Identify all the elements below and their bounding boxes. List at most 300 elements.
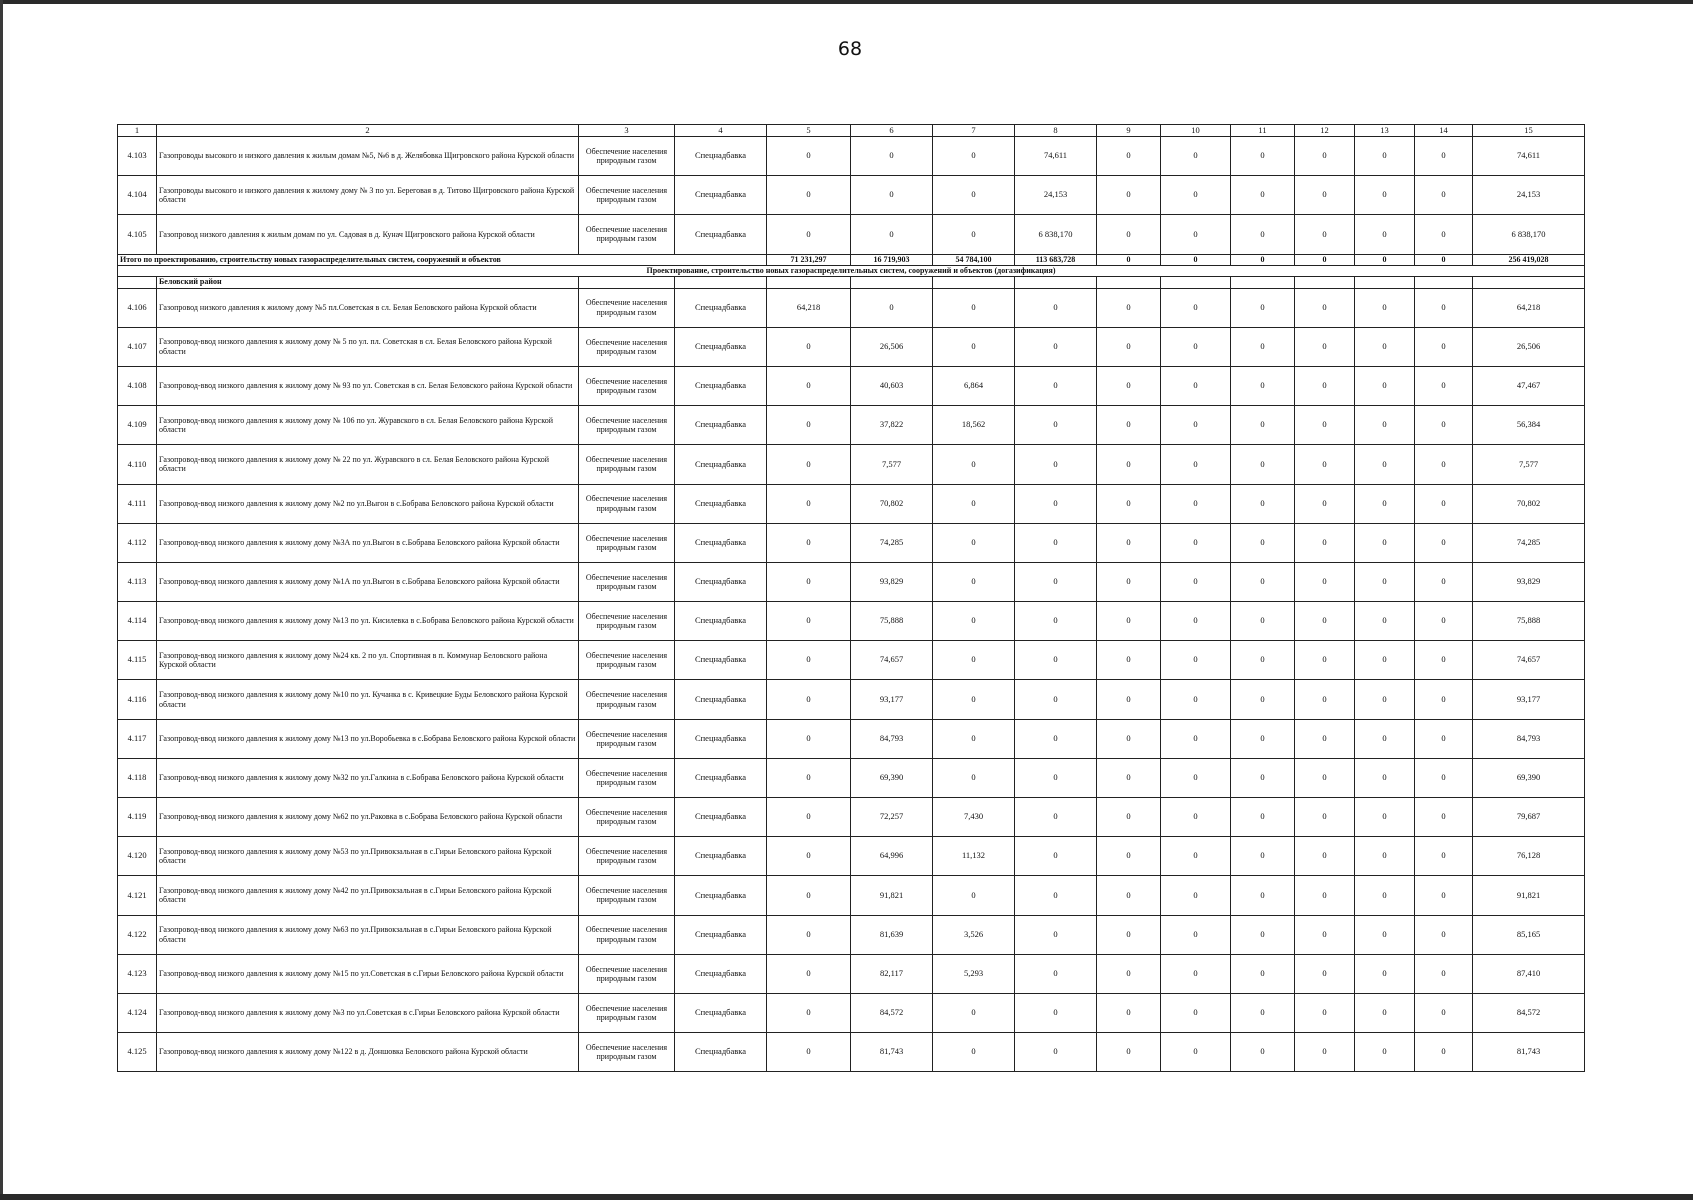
value-cell-7: 0: [933, 641, 1015, 680]
column-number-cell: 11: [1231, 125, 1295, 137]
district-row-spacer: [1015, 276, 1097, 288]
value-cell-8: 0: [1015, 993, 1097, 1032]
value-cell-12: 0: [1295, 954, 1355, 993]
value-cell-11: 0: [1231, 445, 1295, 484]
purpose-cell: Обеспечение населения природным газом: [579, 215, 675, 254]
value-cell-7: 3,526: [933, 915, 1015, 954]
value-cell-14: 0: [1415, 288, 1473, 327]
object-name-cell: Газопровод-ввод низкого давления к жилому дому №13 по ул. Кисилевка в с.Бобрава Беловского района Курской области: [157, 602, 579, 641]
value-cell-14: 0: [1415, 641, 1473, 680]
value-cell-14: 0: [1415, 798, 1473, 837]
total-value-cell: 47,467: [1473, 366, 1585, 405]
total-value-cell: 93,177: [1473, 680, 1585, 719]
total-value-cell: 6 838,170: [1473, 215, 1585, 254]
value-cell-10: 0: [1161, 758, 1231, 797]
purpose-cell: Обеспечение населения природным газом: [579, 137, 675, 176]
value-cell-12: 0: [1295, 445, 1355, 484]
value-cell-14: 0: [1415, 954, 1473, 993]
value-cell-8: 0: [1015, 758, 1097, 797]
value-cell-10: 0: [1161, 602, 1231, 641]
value-cell-6: 0: [851, 176, 933, 215]
value-cell-5: 0: [767, 137, 851, 176]
row-number-cell: 4.110: [118, 445, 157, 484]
row-number-cell: 4.120: [118, 837, 157, 876]
value-cell-13: 0: [1355, 993, 1415, 1032]
value-cell-13: 0: [1355, 445, 1415, 484]
purpose-cell: Обеспечение населения природным газом: [579, 484, 675, 523]
scan-edge-top: [0, 0, 1693, 4]
total-value-cell: 70,802: [1473, 484, 1585, 523]
value-cell-7: 7,430: [933, 798, 1015, 837]
row-number-cell: 4.115: [118, 641, 157, 680]
value-cell-5: 0: [767, 1033, 851, 1072]
object-name-cell: Газопровод-ввод низкого давления к жилому дому № 93 по ул. Советская в сл. Белая Беловского района Курской области: [157, 366, 579, 405]
value-cell-5: 0: [767, 798, 851, 837]
table-row: [118, 327, 1585, 366]
value-cell-12: 0: [1295, 327, 1355, 366]
object-name-cell: Газопровод-ввод низкого давления к жилому дому №53 по ул.Привокзальная в с.Гирьи Беловского района Курской области: [157, 837, 579, 876]
value-cell-14: 0: [1415, 366, 1473, 405]
value-cell-7: 0: [933, 1033, 1015, 1072]
value-cell-12: 0: [1295, 993, 1355, 1032]
value-cell-10: 0: [1161, 954, 1231, 993]
value-cell-9: 0: [1097, 876, 1161, 915]
value-cell-9: 0: [1097, 602, 1161, 641]
value-cell-11: 0: [1231, 366, 1295, 405]
value-cell-7: 0: [933, 215, 1015, 254]
total-value-cell: 24,153: [1473, 176, 1585, 215]
value-cell-5: 0: [767, 602, 851, 641]
purpose-cell: Обеспечение населения природным газом: [579, 719, 675, 758]
value-cell-6: 74,285: [851, 523, 933, 562]
table-row: [118, 680, 1585, 719]
value-cell-6: 84,572: [851, 993, 933, 1032]
district-row-spacer: [118, 276, 157, 288]
value-cell-12: 0: [1295, 719, 1355, 758]
object-name-cell: Газопровод-ввод низкого давления к жилому дому №2 по ул.Выгон в с.Бобрава Беловского района Курской области: [157, 484, 579, 523]
value-cell-8: 0: [1015, 288, 1097, 327]
value-cell-13: 0: [1355, 215, 1415, 254]
district-title: Беловский район: [157, 276, 579, 288]
value-cell-5: 0: [767, 954, 851, 993]
value-cell-14: 0: [1415, 562, 1473, 601]
table-row: [118, 993, 1585, 1032]
value-cell-13: 0: [1355, 876, 1415, 915]
funding-source-cell: Спецнадбавка: [675, 215, 767, 254]
row-number-cell: 4.122: [118, 915, 157, 954]
funding-source-cell: Спецнадбавка: [675, 366, 767, 405]
total-value-cell: 7,577: [1473, 445, 1585, 484]
value-cell-13: 0: [1355, 641, 1415, 680]
value-cell-6: 7,577: [851, 445, 933, 484]
total-cell-15: 256 419,028: [1473, 254, 1585, 265]
value-cell-7: 0: [933, 288, 1015, 327]
value-cell-5: 0: [767, 758, 851, 797]
total-cell-7: 54 784,100: [933, 254, 1015, 265]
value-cell-12: 0: [1295, 406, 1355, 445]
column-number-cell: 3: [579, 125, 675, 137]
value-cell-9: 0: [1097, 680, 1161, 719]
district-row-spacer: [1415, 276, 1473, 288]
row-number-cell: 4.125: [118, 1033, 157, 1072]
value-cell-7: 0: [933, 445, 1015, 484]
total-value-cell: 26,506: [1473, 327, 1585, 366]
value-cell-14: 0: [1415, 1033, 1473, 1072]
column-number-cell: 9: [1097, 125, 1161, 137]
value-cell-12: 0: [1295, 176, 1355, 215]
object-name-cell: Газопровод-ввод низкого давления к жилому дому №42 по ул.Привокзальная в с.Гирьи Беловского района Курской области: [157, 876, 579, 915]
column-number-cell: 8: [1015, 125, 1097, 137]
funding-source-cell: Спецнадбавка: [675, 562, 767, 601]
object-name-cell: Газопровод-ввод низкого давления к жилому дому №32 по ул.Галкина в с.Бобрава Беловского района Курской области: [157, 758, 579, 797]
value-cell-9: 0: [1097, 1033, 1161, 1072]
value-cell-11: 0: [1231, 484, 1295, 523]
value-cell-13: 0: [1355, 406, 1415, 445]
value-cell-11: 0: [1231, 837, 1295, 876]
gasification-table-wrapper: [117, 124, 1584, 1072]
purpose-cell: Обеспечение населения природным газом: [579, 641, 675, 680]
object-name-cell: Газопровод-ввод низкого давления к жилому дому №10 по ул. Кучанка в с. Кривецкие Буды Беловского района Курской области: [157, 680, 579, 719]
table-row: [118, 641, 1585, 680]
value-cell-5: 0: [767, 837, 851, 876]
district-row-spacer: [933, 276, 1015, 288]
funding-source-cell: Спецнадбавка: [675, 445, 767, 484]
purpose-cell: Обеспечение населения природным газом: [579, 366, 675, 405]
value-cell-7: 5,293: [933, 954, 1015, 993]
column-number-cell: 6: [851, 125, 933, 137]
district-row-spacer: [1161, 276, 1231, 288]
value-cell-9: 0: [1097, 288, 1161, 327]
value-cell-10: 0: [1161, 366, 1231, 405]
value-cell-12: 0: [1295, 798, 1355, 837]
funding-source-cell: Спецнадбавка: [675, 680, 767, 719]
value-cell-8: 24,153: [1015, 176, 1097, 215]
object-name-cell: Газопровод-ввод низкого давления к жилому дому №1А по ул.Выгон в с.Бобрава Беловского района Курской области: [157, 562, 579, 601]
value-cell-8: 0: [1015, 798, 1097, 837]
value-cell-14: 0: [1415, 137, 1473, 176]
value-cell-13: 0: [1355, 288, 1415, 327]
value-cell-11: 0: [1231, 327, 1295, 366]
row-number-cell: 4.103: [118, 137, 157, 176]
value-cell-14: 0: [1415, 327, 1473, 366]
value-cell-8: 0: [1015, 523, 1097, 562]
funding-source-cell: Спецнадбавка: [675, 876, 767, 915]
value-cell-11: 0: [1231, 523, 1295, 562]
value-cell-11: 0: [1231, 798, 1295, 837]
value-cell-12: 0: [1295, 288, 1355, 327]
value-cell-10: 0: [1161, 406, 1231, 445]
value-cell-13: 0: [1355, 366, 1415, 405]
value-cell-11: 0: [1231, 719, 1295, 758]
value-cell-14: 0: [1415, 680, 1473, 719]
value-cell-13: 0: [1355, 680, 1415, 719]
value-cell-8: 0: [1015, 1033, 1097, 1072]
value-cell-10: 0: [1161, 719, 1231, 758]
column-number-cell: 12: [1295, 125, 1355, 137]
value-cell-5: 0: [767, 445, 851, 484]
object-name-cell: Газопроводы высокого и низкого давления к жилому дому № 3 по ул. Береговая в д. Титово Щигровского района Курской области: [157, 176, 579, 215]
value-cell-7: 0: [933, 758, 1015, 797]
row-number-cell: 4.119: [118, 798, 157, 837]
district-row-spacer: [1295, 276, 1355, 288]
funding-source-cell: Спецнадбавка: [675, 641, 767, 680]
value-cell-14: 0: [1415, 993, 1473, 1032]
funding-source-cell: Спецнадбавка: [675, 523, 767, 562]
scan-edge-left: [0, 0, 3, 1200]
row-number-cell: 4.112: [118, 523, 157, 562]
purpose-cell: Обеспечение населения природным газом: [579, 954, 675, 993]
value-cell-11: 0: [1231, 954, 1295, 993]
object-name-cell: Газопровод низкого давления к жилому дому №5 пл.Советская в сл. Белая Беловского района Курской области: [157, 288, 579, 327]
purpose-cell: Обеспечение населения природным газом: [579, 876, 675, 915]
column-number-cell: 10: [1161, 125, 1231, 137]
object-name-cell: Газопровод-ввод низкого давления к жилому дому №15 по ул.Советская в с.Гирьи Беловского района Курской области: [157, 954, 579, 993]
value-cell-10: 0: [1161, 137, 1231, 176]
table-row: [118, 406, 1585, 445]
total-value-cell: 87,410: [1473, 954, 1585, 993]
value-cell-5: 0: [767, 327, 851, 366]
value-cell-5: 64,218: [767, 288, 851, 327]
funding-source-cell: Спецнадбавка: [675, 1033, 767, 1072]
value-cell-11: 0: [1231, 680, 1295, 719]
total-value-cell: 56,384: [1473, 406, 1585, 445]
value-cell-12: 0: [1295, 1033, 1355, 1072]
value-cell-9: 0: [1097, 837, 1161, 876]
table-row: [118, 523, 1585, 562]
row-number-cell: 4.107: [118, 327, 157, 366]
value-cell-7: 0: [933, 680, 1015, 719]
value-cell-13: 0: [1355, 484, 1415, 523]
value-cell-8: 0: [1015, 484, 1097, 523]
value-cell-7: 11,132: [933, 837, 1015, 876]
district-row-spacer: [579, 276, 675, 288]
value-cell-5: 0: [767, 562, 851, 601]
funding-source-cell: Спецнадбавка: [675, 484, 767, 523]
district-row-spacer: [675, 276, 767, 288]
value-cell-6: 81,639: [851, 915, 933, 954]
value-cell-13: 0: [1355, 523, 1415, 562]
value-cell-12: 0: [1295, 523, 1355, 562]
table-row: [118, 915, 1585, 954]
value-cell-5: 0: [767, 215, 851, 254]
value-cell-10: 0: [1161, 176, 1231, 215]
value-cell-6: 0: [851, 215, 933, 254]
value-cell-8: 0: [1015, 680, 1097, 719]
total-cell-9: 0: [1097, 254, 1161, 265]
value-cell-6: 37,822: [851, 406, 933, 445]
object-name-cell: Газопровод-ввод низкого давления к жилому дому № 22 по ул. Журавского в сл. Белая Беловского района Курской области: [157, 445, 579, 484]
district-row-spacer: [1231, 276, 1295, 288]
value-cell-11: 0: [1231, 562, 1295, 601]
district-row-spacer: [767, 276, 851, 288]
district-row-spacer: [851, 276, 933, 288]
total-value-cell: 74,657: [1473, 641, 1585, 680]
funding-source-cell: Спецнадбавка: [675, 758, 767, 797]
row-number-cell: 4.114: [118, 602, 157, 641]
object-name-cell: Газопровод-ввод низкого давления к жилому дому №3А по ул.Выгон в с.Бобрава Беловского района Курской области: [157, 523, 579, 562]
value-cell-10: 0: [1161, 288, 1231, 327]
table-body: [118, 125, 1585, 1072]
total-value-cell: 91,821: [1473, 876, 1585, 915]
total-value-cell: 74,285: [1473, 523, 1585, 562]
value-cell-14: 0: [1415, 837, 1473, 876]
value-cell-10: 0: [1161, 876, 1231, 915]
value-cell-13: 0: [1355, 327, 1415, 366]
value-cell-14: 0: [1415, 176, 1473, 215]
value-cell-8: 0: [1015, 327, 1097, 366]
value-cell-8: 74,611: [1015, 137, 1097, 176]
value-cell-11: 0: [1231, 215, 1295, 254]
value-cell-9: 0: [1097, 327, 1161, 366]
value-cell-10: 0: [1161, 680, 1231, 719]
value-cell-12: 0: [1295, 837, 1355, 876]
purpose-cell: Обеспечение населения природным газом: [579, 602, 675, 641]
value-cell-6: 81,743: [851, 1033, 933, 1072]
section-title: Проектирование, строительство новых газораспределительных систем, сооружений и объектов (догазификация): [118, 265, 1585, 276]
total-cell-5: 71 231,297: [767, 254, 851, 265]
value-cell-7: 0: [933, 562, 1015, 601]
row-number-cell: 4.121: [118, 876, 157, 915]
value-cell-8: 0: [1015, 837, 1097, 876]
value-cell-9: 0: [1097, 406, 1161, 445]
value-cell-13: 0: [1355, 137, 1415, 176]
district-row: [118, 276, 1585, 288]
table-row: [118, 1033, 1585, 1072]
purpose-cell: Обеспечение населения природным газом: [579, 445, 675, 484]
value-cell-8: 0: [1015, 954, 1097, 993]
value-cell-10: 0: [1161, 327, 1231, 366]
value-cell-14: 0: [1415, 602, 1473, 641]
value-cell-13: 0: [1355, 562, 1415, 601]
funding-source-cell: Спецнадбавка: [675, 137, 767, 176]
page-number: 68: [837, 38, 863, 60]
column-number-row: [118, 125, 1585, 137]
value-cell-8: 0: [1015, 562, 1097, 601]
value-cell-11: 0: [1231, 876, 1295, 915]
value-cell-11: 0: [1231, 176, 1295, 215]
value-cell-5: 0: [767, 176, 851, 215]
value-cell-8: 0: [1015, 366, 1097, 405]
value-cell-14: 0: [1415, 445, 1473, 484]
value-cell-9: 0: [1097, 758, 1161, 797]
value-cell-12: 0: [1295, 215, 1355, 254]
funding-source-cell: Спецнадбавка: [675, 719, 767, 758]
value-cell-8: 0: [1015, 876, 1097, 915]
value-cell-13: 0: [1355, 837, 1415, 876]
value-cell-14: 0: [1415, 484, 1473, 523]
total-value-cell: 69,390: [1473, 758, 1585, 797]
value-cell-12: 0: [1295, 876, 1355, 915]
value-cell-5: 0: [767, 993, 851, 1032]
value-cell-6: 82,117: [851, 954, 933, 993]
value-cell-6: 64,996: [851, 837, 933, 876]
value-cell-9: 0: [1097, 484, 1161, 523]
column-number-cell: 7: [933, 125, 1015, 137]
value-cell-7: 0: [933, 484, 1015, 523]
value-cell-10: 0: [1161, 993, 1231, 1032]
value-cell-10: 0: [1161, 215, 1231, 254]
row-number-cell: 4.118: [118, 758, 157, 797]
value-cell-11: 0: [1231, 288, 1295, 327]
table-row: [118, 215, 1585, 254]
purpose-cell: Обеспечение населения природным газом: [579, 798, 675, 837]
value-cell-6: 91,821: [851, 876, 933, 915]
row-number-cell: 4.111: [118, 484, 157, 523]
table-row: [118, 288, 1585, 327]
value-cell-7: 6,864: [933, 366, 1015, 405]
value-cell-14: 0: [1415, 758, 1473, 797]
table-row: [118, 837, 1585, 876]
column-number-cell: 4: [675, 125, 767, 137]
value-cell-10: 0: [1161, 523, 1231, 562]
purpose-cell: Обеспечение населения природным газом: [579, 915, 675, 954]
value-cell-7: 0: [933, 993, 1015, 1032]
value-cell-6: 70,802: [851, 484, 933, 523]
value-cell-10: 0: [1161, 798, 1231, 837]
column-number-cell: 14: [1415, 125, 1473, 137]
value-cell-14: 0: [1415, 523, 1473, 562]
column-number-cell: 15: [1473, 125, 1585, 137]
value-cell-12: 0: [1295, 758, 1355, 797]
value-cell-10: 0: [1161, 445, 1231, 484]
value-cell-6: 74,657: [851, 641, 933, 680]
value-cell-12: 0: [1295, 915, 1355, 954]
total-cell-14: 0: [1415, 254, 1473, 265]
value-cell-6: 69,390: [851, 758, 933, 797]
total-value-cell: 85,165: [1473, 915, 1585, 954]
value-cell-9: 0: [1097, 215, 1161, 254]
object-name-cell: Газопровод низкого давления к жилым домам по ул. Садовая в д. Кунач Щигровского района Курской области: [157, 215, 579, 254]
total-value-cell: 75,888: [1473, 602, 1585, 641]
row-number-cell: 4.105: [118, 215, 157, 254]
purpose-cell: Обеспечение населения природным газом: [579, 758, 675, 797]
row-number-cell: 4.116: [118, 680, 157, 719]
value-cell-9: 0: [1097, 137, 1161, 176]
value-cell-11: 0: [1231, 993, 1295, 1032]
table-row: [118, 445, 1585, 484]
value-cell-14: 0: [1415, 406, 1473, 445]
row-number-cell: 4.117: [118, 719, 157, 758]
value-cell-11: 0: [1231, 641, 1295, 680]
object-name-cell: Газопровод-ввод низкого давления к жилому дому №122 в д. Доншовка Беловского района Курской области: [157, 1033, 579, 1072]
value-cell-7: 18,562: [933, 406, 1015, 445]
value-cell-10: 0: [1161, 562, 1231, 601]
row-number-cell: 4.104: [118, 176, 157, 215]
value-cell-9: 0: [1097, 641, 1161, 680]
funding-source-cell: Спецнадбавка: [675, 954, 767, 993]
table-row: [118, 366, 1585, 405]
purpose-cell: Обеспечение населения природным газом: [579, 562, 675, 601]
value-cell-13: 0: [1355, 798, 1415, 837]
value-cell-7: 0: [933, 327, 1015, 366]
total-cell-11: 0: [1231, 254, 1295, 265]
value-cell-5: 0: [767, 484, 851, 523]
value-cell-7: 0: [933, 523, 1015, 562]
total-value-cell: 79,687: [1473, 798, 1585, 837]
purpose-cell: Обеспечение населения природным газом: [579, 680, 675, 719]
table-row: [118, 137, 1585, 176]
value-cell-5: 0: [767, 876, 851, 915]
value-cell-12: 0: [1295, 680, 1355, 719]
value-cell-8: 0: [1015, 602, 1097, 641]
purpose-cell: Обеспечение населения природным газом: [579, 837, 675, 876]
row-number-cell: 4.106: [118, 288, 157, 327]
column-number-cell: 2: [157, 125, 579, 137]
object-name-cell: Газопровод-ввод низкого давления к жилому дому №24 кв. 2 по ул. Спортивная в п. Коммунар Беловского района Курской области: [157, 641, 579, 680]
value-cell-13: 0: [1355, 758, 1415, 797]
value-cell-11: 0: [1231, 915, 1295, 954]
value-cell-9: 0: [1097, 954, 1161, 993]
